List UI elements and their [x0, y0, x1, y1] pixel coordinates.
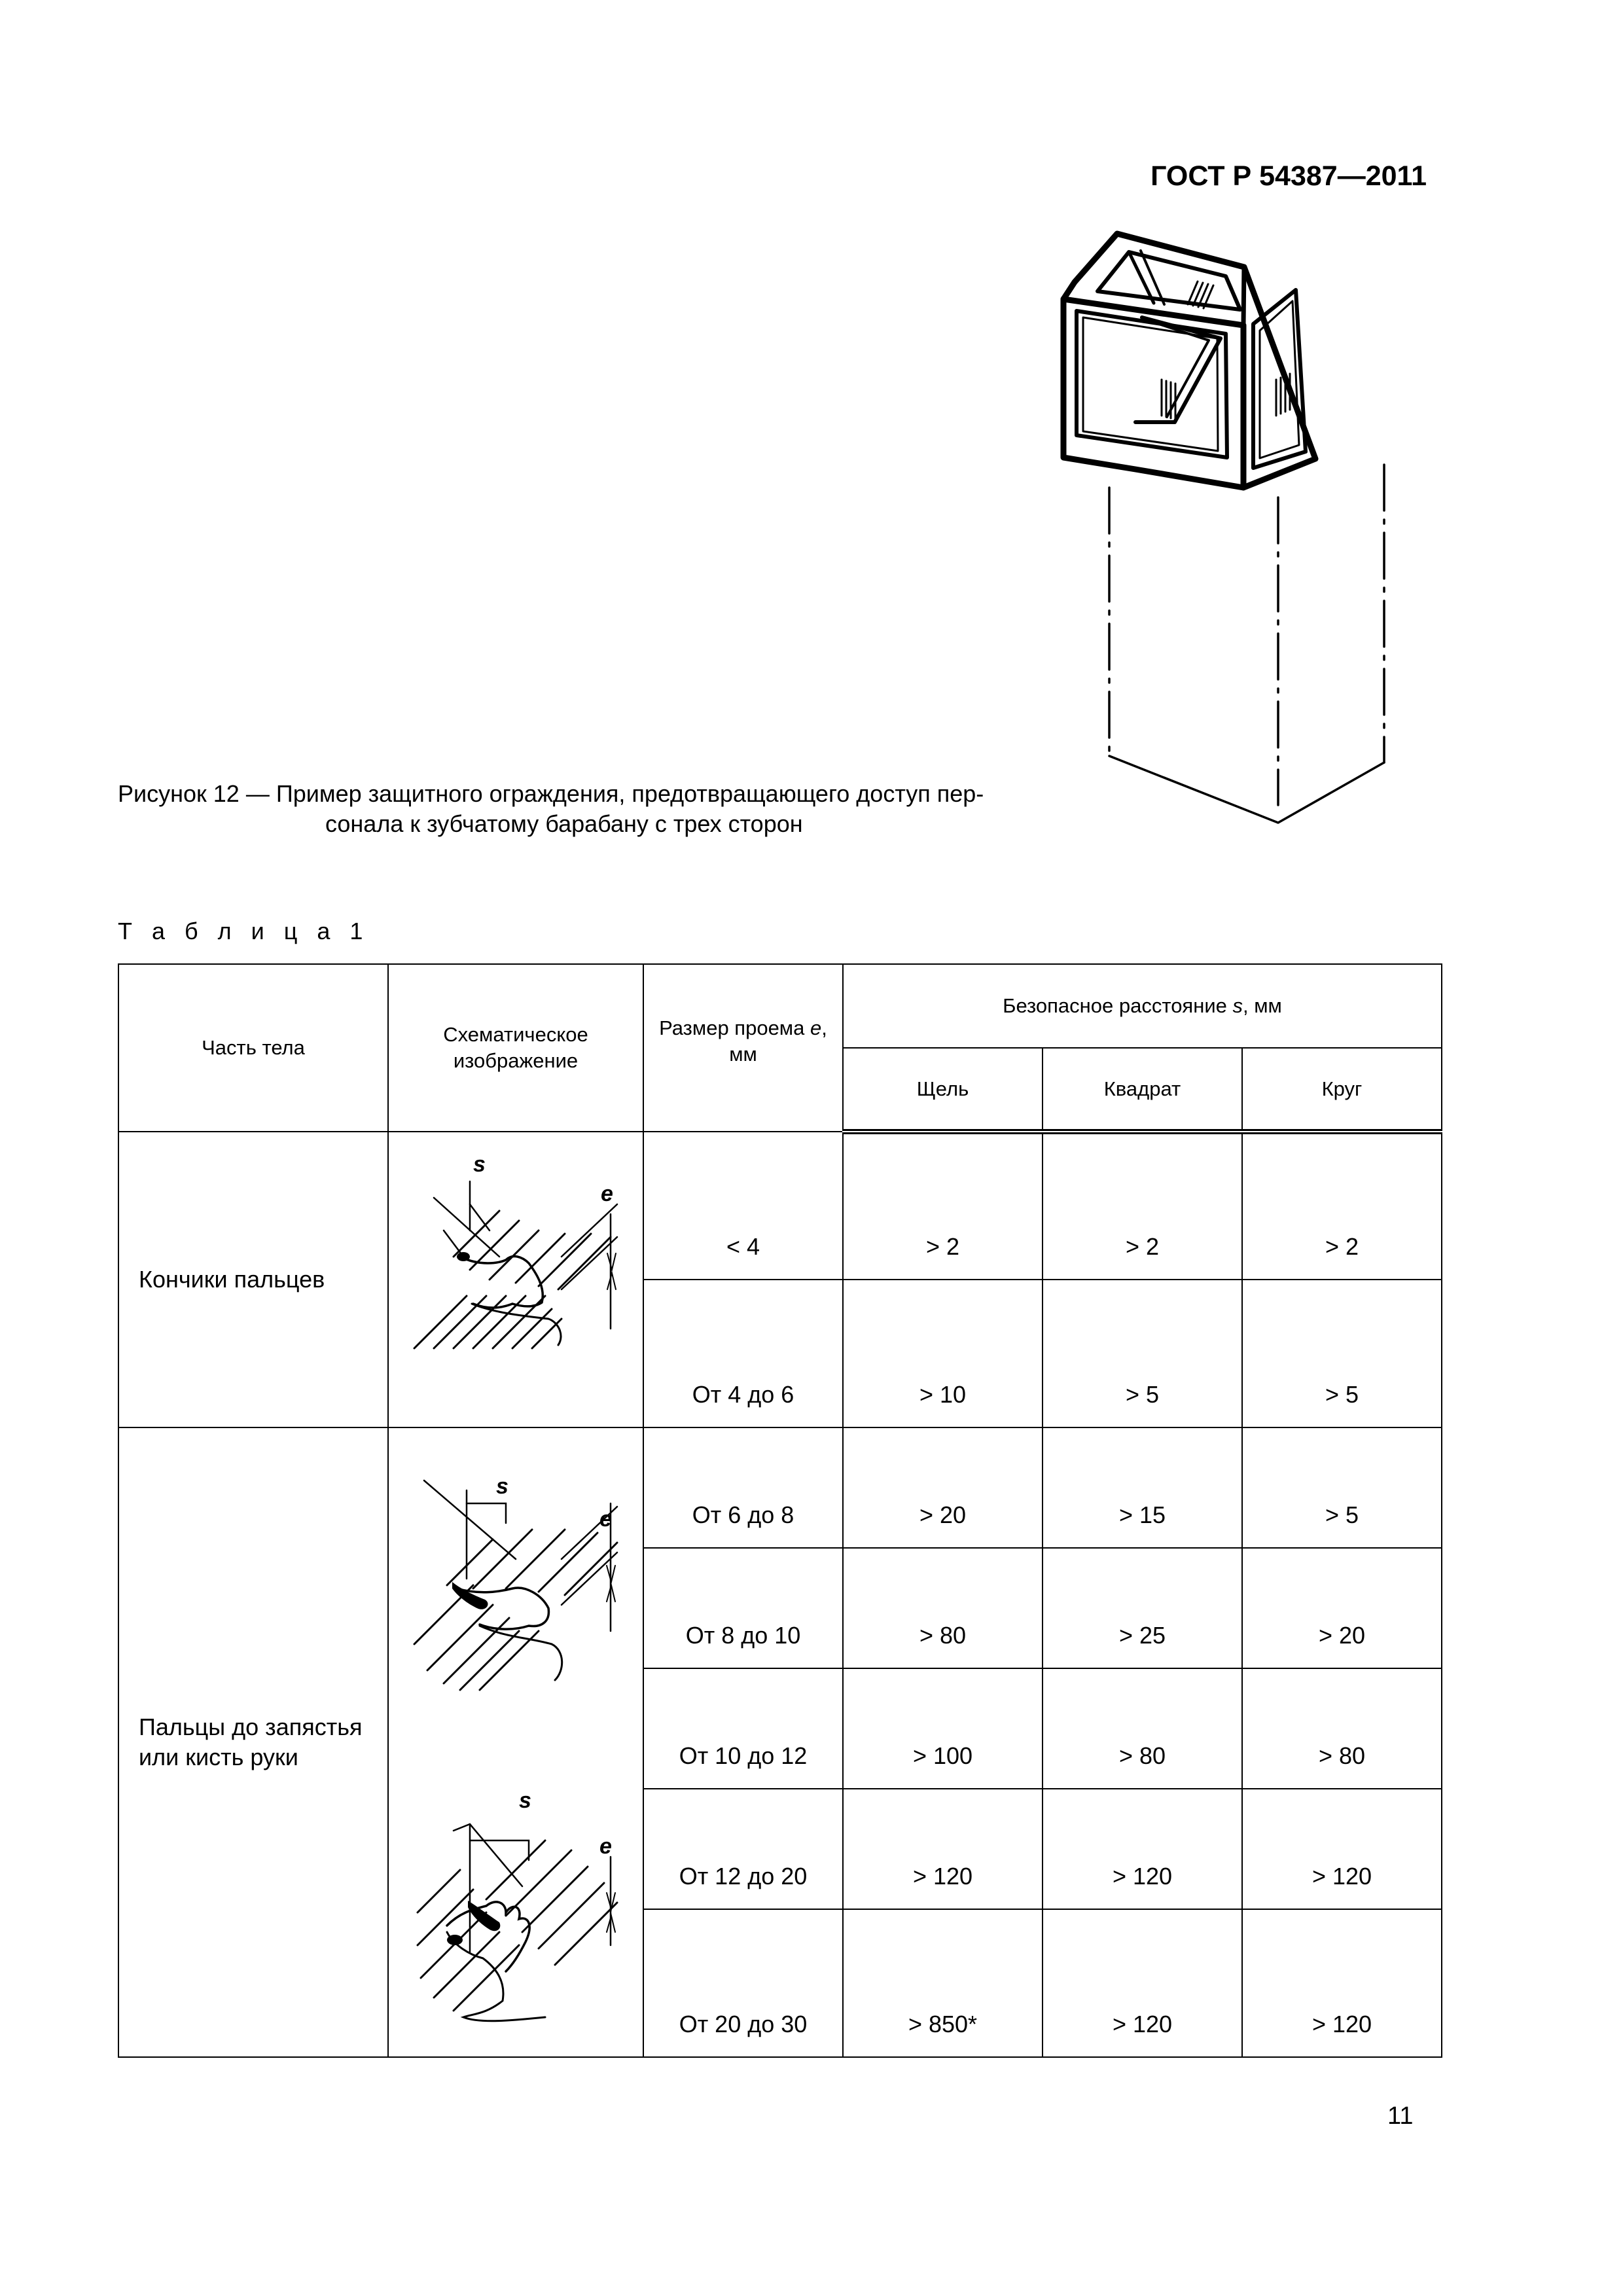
cell-circle: > 2	[1242, 1132, 1442, 1280]
caption-line-2: сонала к зубчатому барабану с трех сторон	[325, 810, 803, 837]
cell-size: < 4	[643, 1132, 843, 1280]
cell-body-part: Кончики пальцев	[118, 1132, 388, 1427]
cell-slot: > 120	[843, 1789, 1043, 1909]
cell-circle: > 120	[1242, 1789, 1442, 1909]
safety-distance-table	[118, 963, 1442, 2058]
e-label: e	[599, 1834, 612, 1859]
fingertip-sketch	[408, 1132, 624, 1374]
cell-size: От 20 до 30	[643, 1909, 843, 2057]
cell-size: От 4 до 6	[643, 1280, 843, 1427]
guard-top-edge	[1243, 267, 1244, 325]
guard-side-panel	[1253, 290, 1306, 468]
cell-slot: > 20	[843, 1427, 1043, 1548]
header-circle: Круг	[1242, 1048, 1442, 1132]
s-label: s	[519, 1788, 531, 1813]
standard-header: ГОСТ Р 54387—2011	[1150, 160, 1427, 192]
e-label: e	[601, 1181, 613, 1206]
base-box-bottom	[1109, 756, 1384, 823]
cell-square: > 2	[1043, 1132, 1242, 1280]
header-opening-size: Размер проема e, мм	[643, 964, 843, 1132]
cell-circle: > 5	[1242, 1427, 1442, 1548]
cell-schematic	[388, 1132, 643, 1427]
header-body-part: Часть тела	[118, 964, 388, 1132]
cell-square: > 120	[1043, 1909, 1242, 2057]
s-label: s	[473, 1152, 486, 1177]
cell-size: От 8 до 10	[643, 1548, 843, 1668]
header-safe-distance: Безопасное расстояние s, мм	[843, 964, 1442, 1048]
header-schematic: Схематическое изображение	[388, 964, 643, 1132]
cell-slot: > 100	[843, 1668, 1043, 1789]
cell-circle: > 20	[1242, 1548, 1442, 1668]
cell-slot: > 10	[843, 1280, 1043, 1427]
table-label: Т а б л и ц а 1	[118, 918, 370, 944]
cell-square: > 5	[1043, 1280, 1242, 1427]
header-square: Квадрат	[1043, 1048, 1242, 1132]
cell-slot: > 80	[843, 1548, 1043, 1668]
cell-body-part: Пальцы до запястья или кисть руки	[118, 1427, 388, 2057]
cell-circle: > 5	[1242, 1280, 1442, 1427]
page-number: 11	[1387, 2102, 1414, 2130]
cell-size: От 6 до 8	[643, 1427, 843, 1548]
cell-size: От 10 до 12	[643, 1668, 843, 1789]
cell-circle: > 120	[1242, 1909, 1442, 2057]
s-label: s	[496, 1474, 508, 1499]
header-slot: Щель	[843, 1048, 1043, 1132]
cell-schematic	[388, 1427, 643, 2057]
e-label: e	[599, 1507, 612, 1532]
cell-circle: > 80	[1242, 1668, 1442, 1789]
cell-size: От 12 до 20	[643, 1789, 843, 1909]
hand-sketch	[408, 1755, 624, 2056]
cell-square: > 80	[1043, 1668, 1242, 1789]
cell-square: > 25	[1043, 1548, 1242, 1668]
figure-caption	[118, 779, 1047, 839]
table-row	[118, 1427, 1442, 1548]
guard-outer-frame	[1063, 234, 1315, 488]
cell-slot: > 2	[843, 1132, 1043, 1280]
cell-slot: > 850*	[843, 1909, 1043, 2057]
table-row	[118, 1132, 1442, 1280]
cell-square: > 120	[1043, 1789, 1242, 1909]
guard-figure	[1057, 226, 1397, 841]
finger-sketch	[408, 1454, 624, 1755]
cell-square: > 15	[1043, 1427, 1242, 1548]
caption-line-1: Рисунок 12 — Пример защитного ограждения, предотвращающего доступ пер-	[118, 780, 984, 807]
